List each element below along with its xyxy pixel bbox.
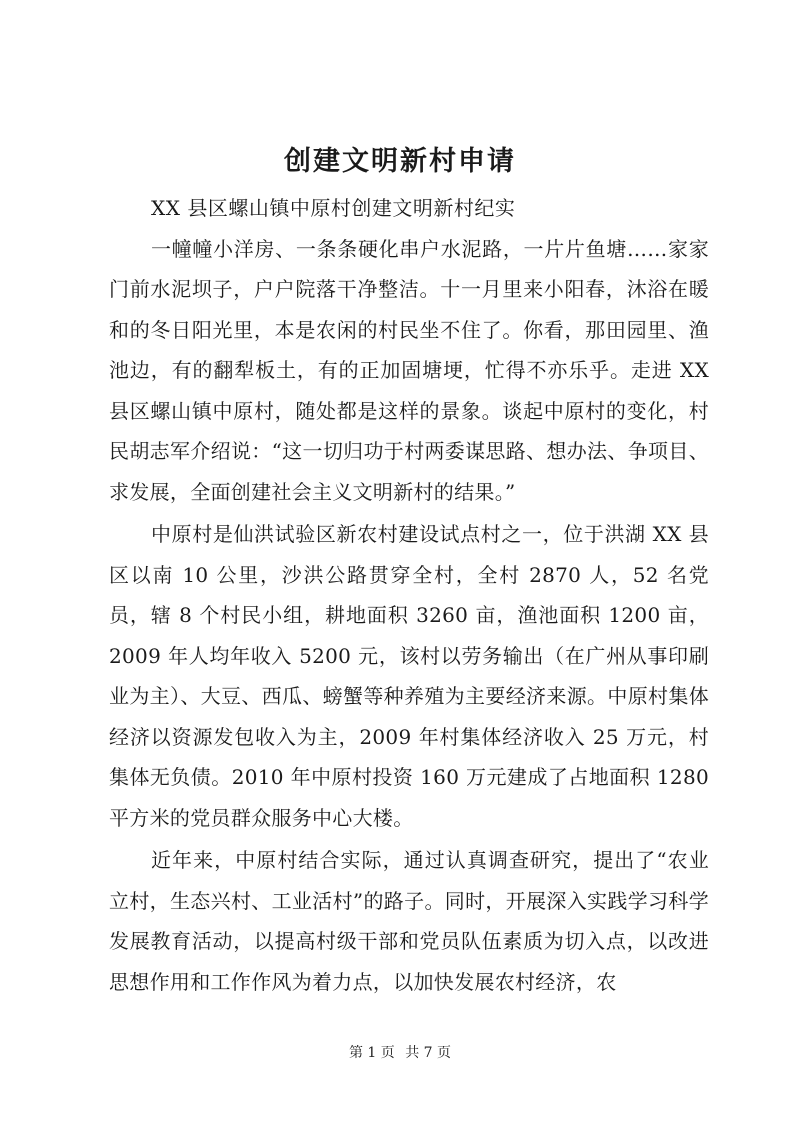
document-body bbox=[109, 188, 709, 1002]
paragraph-village-profile: 中原村是仙洪试验区新农村建设试点村之一，位于洪湖 XX 县区以南 10 公里，沙洪公路贯穿全村，全村 2870 人，52 名党员，辖 8 个村民小组，耕地面积 3260 亩，渔池面积 1200 亩，2009 年人均年收入 5200 元，该村以劳务输出（在广州从事印刷业为主）、大豆、西瓜、螃蟹等种养殖为主要经济来源。中原村集体经济以资源发包收入为主，2009 年村集体经济收入 25 万元，村集体无负债。2010 年中原村投资 160 万元建成了占地面积 1280 平方米的党员群众服务中心大楼。 bbox=[109, 522, 709, 830]
document-title: 创建文明新村申请 bbox=[284, 146, 516, 177]
page-number: 第 1 页 bbox=[348, 1045, 395, 1061]
document-subtitle: XX 县区螺山镇中原村创建文明新村纪实 bbox=[151, 196, 516, 220]
paragraph-development-path: 近年来，中原村结合实际，通过认真调查研究，提出了“农业立村，生态兴村、工业活村”的路子。同时，开展深入实践学习科学发展教育活动，以提高村级干部和党员队伍素质为切入点，以改进思想作用和工作作风为着力点，以加快发展农村经济，农 bbox=[109, 848, 709, 994]
paragraph-intro: 一幢幢小洋房、一条条硬化串户水泥路，一片片鱼塘……家家门前水泥坝子，户户院落干净整洁。十一月里来小阳春，沐浴在暖和的冬日阳光里，本是农闲的村民坐不住了。你看，那田园里、渔池边，有的翻犁板土，有的正加固塘埂，忙得不亦乐乎。走进 XX 县区螺山镇中原村，随处都是这样的景象。谈起中原村的变化，村民胡志军介绍说：“这一切归功于村两委谋思路、想办法、争项目、求发展，全面创建社会主义文明新村的结果。” bbox=[109, 236, 709, 504]
page-footer bbox=[0, 1043, 800, 1063]
page-total: 共 7 页 bbox=[405, 1045, 452, 1061]
